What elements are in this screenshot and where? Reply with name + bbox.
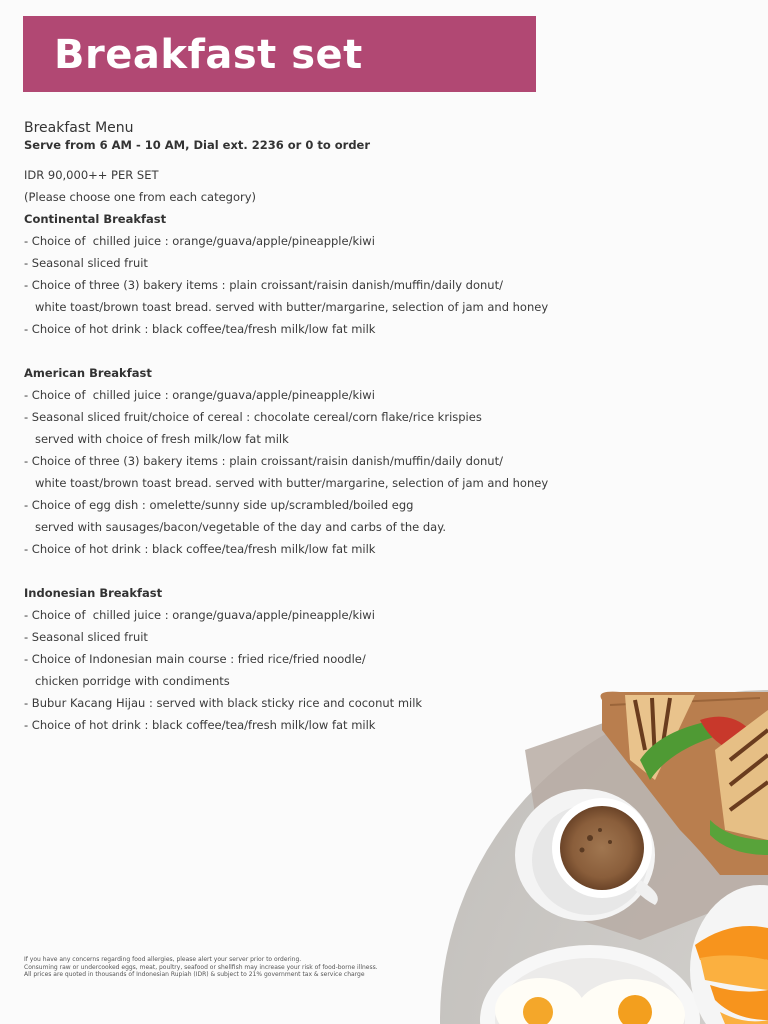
menu-content [24,118,564,736]
menu-line: white toast/brown toast bread. served with butter/margarine, selection of jam and honey [24,476,549,490]
footnote-line: If you have any concerns regarding food allergies, please alert your server prior to ordering. [24,956,302,963]
continental-section [24,208,564,340]
category-heading: Indonesian Breakfast [24,586,163,600]
footnote-line: Consuming raw or undercooked eggs, meat, poultry, seafood or shellfish may increase your risk of food-borne illness. [24,963,378,971]
menu-line: - Choice of three (3) bakery items : plain croissant/raisin danish/muffin/daily donut/ [24,454,503,468]
menu-line: - Seasonal sliced fruit/choice of cereal : chocolate cereal/corn flake/rice krispies [24,410,482,424]
spacer [24,340,564,362]
category-heading: American Breakfast [24,366,152,380]
menu-title: Breakfast Menu [24,120,134,136]
menu-line: - Bubur Kacang Hijau : served with black sticky rice and coconut milk [24,696,423,710]
menu-line: - Seasonal sliced fruit [24,630,148,644]
menu-line: served with sausages/bacon/vegetable of the day and carbs of the day. [24,520,447,534]
menu-line: - Choice of chilled juice : orange/guava/apple/pineapple/kiwi [24,234,375,248]
american-section [24,362,564,560]
menu-line: - Choice of egg dish : omelette/sunny side up/scrambled/boiled egg [24,498,414,512]
spacer [24,560,564,582]
menu-line: white toast/brown toast bread. served with butter/margarine, selection of jam and honey [24,300,549,314]
menu-line: - Choice of chilled juice : orange/guava/apple/pineapple/kiwi [24,608,375,622]
menu-line: - Choice of hot drink : black coffee/tea/fresh milk/low fat milk [24,322,376,336]
menu-line: - Choice of Indonesian main course : fried rice/fried noodle/ [24,652,366,666]
category-heading: Continental Breakfast [24,212,167,226]
title-banner [23,16,536,92]
footnote-line: All prices are quoted in thousands of Indonesian Rupiah (IDR) & subject to 21% government tax & service charge [24,971,365,978]
menu-line: - Choice of hot drink : black coffee/tea/fresh milk/low fat milk [24,718,376,732]
serve-hours: Serve from 6 AM - 10 AM, Dial ext. 2236 or 0 to order [24,138,371,152]
instruction: (Please choose one from each category) [24,190,257,204]
menu-line: - Seasonal sliced fruit [24,256,148,270]
price: IDR 90,000++ PER SET [24,168,159,182]
menu-line: served with choice of fresh milk/low fat milk [24,432,289,446]
breakfast-photo [430,690,768,1024]
menu-line: - Choice of three (3) bakery items : plain croissant/raisin danish/muffin/daily donut/ [24,278,503,292]
page-title: Breakfast set [54,32,363,78]
menu-line: chicken porridge with condiments [24,674,230,688]
menu-line: - Choice of hot drink : black coffee/tea/fresh milk/low fat milk [24,542,376,556]
menu-line: - Choice of chilled juice : orange/guava/apple/pineapple/kiwi [24,388,375,402]
footnote [24,956,444,979]
